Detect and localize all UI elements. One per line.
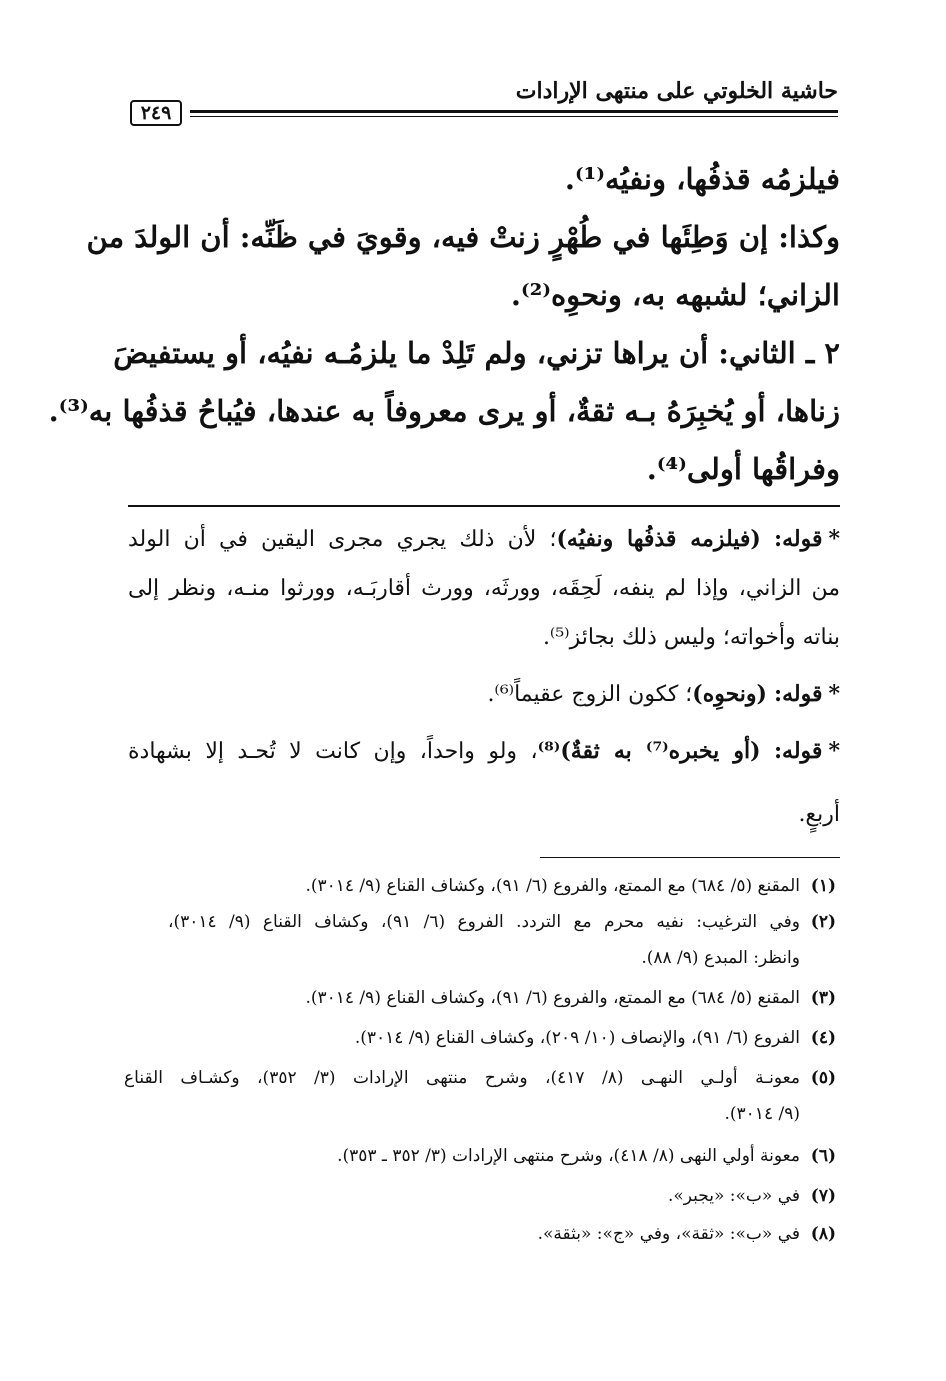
main-text-line: زناها، أو يُخبِرَهُ بـه ثقةٌ، أو يرى معروفاً به عندها، فيُباحُ قذفُها به⁽³⁾. [48, 394, 840, 428]
main-text-line: وفراقُها أولى⁽⁴⁾. [646, 452, 840, 486]
footnote [168, 904, 836, 976]
commentary-line [128, 670, 840, 719]
footnote-number: (٣) [810, 988, 836, 1008]
footnote-text: معونة أولي النهى (٨/ ٤١٨)، وشرح منتهى الإرادات (٣/ ٣٥٢ ـ ٣٥٣). [337, 1146, 800, 1166]
footnote [168, 1138, 836, 1174]
footnote-number: (٦) [810, 1146, 836, 1166]
commentary-line: من الزاني، وإذا لم ينفه، لَحِقَه، وورثَه، وورث أقاربَـه، وورثوا منـه، ونظر إلى [128, 576, 840, 601]
commentary-quote: (أو يخبره⁽⁷⁾ به ثقةٌ)⁽⁸⁾ [537, 738, 761, 764]
footnote-text: في «ب»: «ثقة»، وفي «ج»: «بثقة». [537, 1224, 800, 1244]
qawl-label: قوله: [773, 681, 823, 707]
footnote [124, 1060, 836, 1132]
star-marker: * [828, 681, 840, 707]
main-text-line: الزاني؛ لشبهه به، ونحوِه⁽²⁾. [510, 278, 840, 312]
running-title: حاشية الخلوتي على منتهى الإرادات [515, 78, 838, 104]
star-marker: * [828, 526, 841, 552]
footnote-divider [540, 857, 840, 858]
main-commentary-divider [128, 505, 840, 507]
footnote-text: في «ب»: «يجبر». [667, 1186, 800, 1206]
page-header [130, 78, 838, 126]
footnote-number: (٨) [810, 1224, 836, 1244]
commentary-line [128, 515, 840, 564]
main-text [48, 150, 840, 498]
commentary-text: ؛ لأن ذلك يجري مجرى اليقين في أن الولد [128, 527, 557, 552]
footnote [168, 980, 836, 1016]
footnote [168, 1020, 836, 1056]
commentary-line: بناته وأخواته؛ وليس ذلك بجائز⁽⁵⁾. [542, 625, 840, 650]
commentary-line: أربعٍ. [798, 802, 840, 827]
footnote-number: (٧) [810, 1186, 836, 1206]
main-text-line: وكذا: إن وَطِئَها في طُهْرٍ زنتْ فيه، وقويَ في ظَنِّه: أن الولدَ من [86, 220, 840, 254]
footnote-number: (١) [810, 876, 836, 896]
footnote-text: المقنع (٥/ ٦٨٤) مع الممتع، والفروع (٦/ ٩١)، وكشاف القناع (٩/ ٣٠١٤). [305, 876, 800, 896]
footnote [168, 868, 836, 904]
footnote-text: وانظر: المبدع (٩/ ٨٨). [641, 948, 800, 968]
commentary-quote: (ونحوِه) [692, 681, 767, 707]
commentary-text: ، ولو واحداً، وإن كانت لا تُحـد إلا بشهادة [128, 739, 538, 764]
main-text-line: ٢ ـ الثاني: أن يراها تزني، ولم تَلِدْ ما يلزمُـه نفيُه، أو يستفيضَ [113, 336, 840, 370]
star-marker: * [828, 738, 840, 764]
footnote-text: (٩/ ٣٠١٤). [724, 1104, 800, 1124]
footnote-text: المقنع (٥/ ٦٨٤) مع الممتع، والفروع (٦/ ٩١)، وكشاف القناع (٩/ ٣٠١٤). [305, 988, 800, 1008]
footnote-number: (٢) [810, 912, 836, 932]
footnote-text: الفروع (٦/ ٩١)، والإنصاف (١٠/ ٢٠٩)، وكشاف القناع (٩/ ٣٠١٤). [354, 1028, 800, 1048]
footnotes [124, 868, 836, 1252]
header-rule-thin [190, 116, 838, 117]
commentary [128, 515, 840, 839]
qawl-label: قوله: [773, 526, 823, 552]
qawl-label: قوله: [773, 738, 823, 764]
footnote-text: وفي الترغيب: نفيه محرم مع التردد. الفروع (٦/ ٩١)، وكشاف القناع (٩/ ٣٠١٤)، [168, 912, 800, 932]
footnote-number: (٤) [810, 1028, 836, 1048]
footnote-number: (٥) [810, 1068, 836, 1088]
commentary-text: ؛ ككون الزوج عقيماً⁽⁶⁾. [487, 682, 693, 707]
footnote [168, 1216, 836, 1252]
commentary-quote: (فيلزمه قذفُها ونفيُه) [556, 526, 761, 552]
footnote-text: معونـة أولـي النهـى (٨/ ٤١٧)، وشرح منتهى الإرادات (٣/ ٣٥٢)، وكشـاف القناع [124, 1068, 800, 1088]
header-rule-thick [190, 110, 838, 113]
commentary-line [128, 727, 840, 776]
page-number: ٢٤٩ [130, 100, 182, 126]
footnote [168, 1178, 836, 1214]
main-text-line: فيلزمُه قذفُها، ونفيُه⁽¹⁾. [564, 162, 840, 196]
